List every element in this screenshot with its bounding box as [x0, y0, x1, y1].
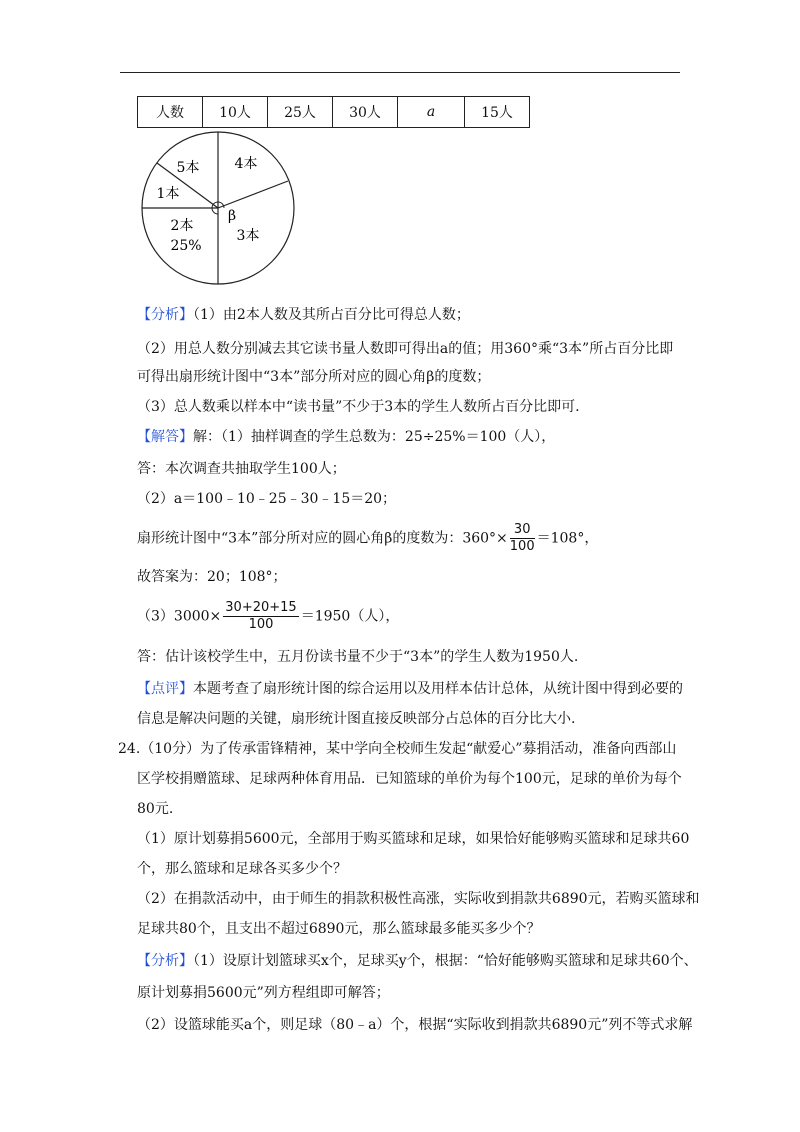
analysis-line-4: （3）总人数乘以样本中“读书量”不少于3本的学生人数所占百分比即可.	[137, 399, 580, 415]
table-cell: 10人	[203, 97, 268, 128]
solution-line-3: （2）a＝100﹣10﹣25﹣30﹣15＝20；	[137, 491, 397, 507]
pie-label-2: 2本	[170, 218, 194, 234]
solution-line-7: 答：估计该校学生中，五月份读书量不少于“3本”的学生人数为1950人.	[137, 649, 579, 665]
pie-label-beta: β	[227, 208, 237, 224]
solution-line-2: 答：本次调查共抽取学生100人；	[137, 461, 346, 477]
pie-chart	[138, 136, 298, 296]
comment-line-1	[137, 678, 683, 700]
text: （1）设原计划篮球买x个，足球买y个，根据：“恰好能够购买篮球和足球共60个、	[193, 953, 698, 969]
question-line-3: 80元.	[137, 801, 174, 817]
numerator: 30+20+15	[225, 600, 297, 615]
question-line-5: 个，那么篮球和足球各买多少个？	[137, 861, 347, 877]
comment-line-2: 信息是解决问题的关键，扇形统计图直接反映部分占总体的百分比大小.	[137, 711, 576, 727]
pie-radius	[218, 181, 288, 208]
analysis-line-2: （2）用总人数分别减去其它读书量人数即可得出a的值；用360°乘“3本”所占百分比即	[137, 341, 674, 357]
question-line-6: （2）在捐款活动中，由于师生的捐款积极性高涨，实际收到捐款共6890元，若购买篮球和	[137, 891, 700, 907]
solution-line-1	[137, 426, 555, 448]
pie-label-1: 1本	[156, 186, 180, 202]
analysis-tag: 【分析】	[137, 307, 193, 323]
question-line-7: 足球共80个，且支出不超过6890元，那么篮球最多能买多少个？	[137, 921, 541, 937]
fraction	[223, 600, 298, 633]
text: 解：（1）抽样调查的学生总数为：25÷25%＝100（人），	[193, 429, 556, 445]
text: （1）由2本人数及其所占百分比可得总人数；	[193, 307, 470, 323]
pie-label-3: 3本	[236, 228, 260, 244]
table-cell: 15人	[465, 97, 530, 128]
analysis-line-1	[137, 304, 470, 326]
analysis2-line-1	[137, 950, 698, 972]
denominator: 100	[248, 617, 274, 632]
solution-tag: 【解答】	[137, 429, 193, 445]
question-line-1: 24.（10分）为了传承雷锋精神，某中学向全校师生发起“献爱心”募捐活动，准备向西部山	[118, 741, 677, 757]
table-cell: a	[398, 97, 465, 128]
pie-label-5: 5本	[176, 160, 200, 176]
solution-line-5: 故答案为：20；108°；	[137, 569, 287, 585]
analysis2-line-3: （2）设篮球能买a个，则足球（80﹣a）个，根据“实际收到捐款共6890元”列不等式求解	[137, 1017, 693, 1033]
table-cell: 30人	[333, 97, 398, 128]
header-rule	[120, 72, 680, 73]
text: 扇形统计图中“3本”部分所对应的圆心角β的度数为：360°×	[137, 530, 508, 547]
question-line-2: 区学校捐赠篮球、足球两种体育用品．已知篮球的单价为每个100元，足球的单价为每个	[137, 771, 682, 787]
analysis-tag: 【分析】	[137, 953, 193, 969]
table-cell: 25人	[268, 97, 333, 128]
pie-label-percent: 25%	[170, 238, 202, 254]
table-header-cell: 人数	[138, 97, 203, 128]
solution-line-6	[137, 600, 399, 633]
comment-tag: 【点评】	[137, 681, 193, 697]
numerator: 30	[510, 522, 535, 539]
text: （3）3000×	[137, 608, 222, 625]
analysis-line-3: 可得出扇形统计图中“3本”部分所对应的圆心角β的度数；	[137, 369, 491, 385]
analysis2-line-2: 原计划募捐5600元”列方程组即可解答；	[137, 985, 390, 1001]
question-line-4: （1）原计划募捐5600元，全部用于购买篮球和足球，如果恰好能够购买篮球和足球共60	[137, 831, 690, 847]
table-row	[138, 97, 530, 128]
text: ＝108°，	[536, 530, 599, 547]
fraction	[510, 522, 535, 555]
pie-label-4: 4本	[234, 156, 258, 172]
text: ＝1950（人），	[300, 608, 400, 625]
solution-line-4	[137, 522, 598, 555]
count-table	[137, 96, 530, 128]
text: 本题考查了扇形统计图的综合运用以及用样本估计总体，从统计图中得到必要的	[193, 681, 683, 697]
denominator: 100	[509, 539, 535, 554]
